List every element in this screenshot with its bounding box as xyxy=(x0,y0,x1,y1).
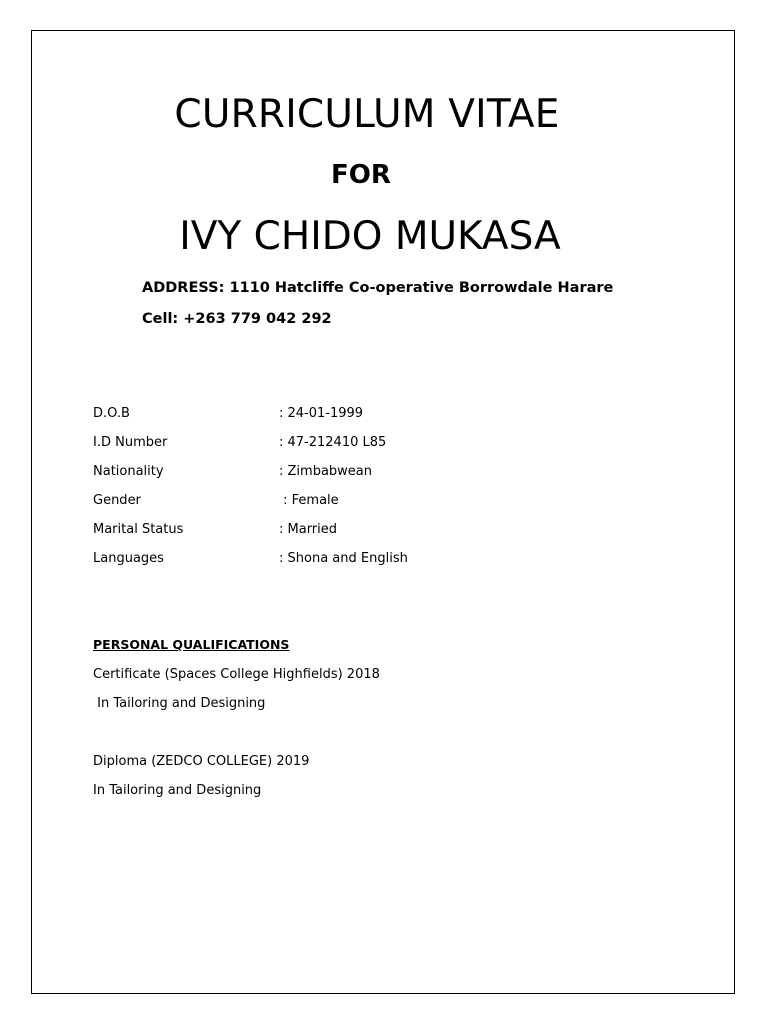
cv-title: CURRICULUM VITAE xyxy=(174,92,560,137)
qualification-certificate: Certificate (Spaces College Highfields) 2018 xyxy=(93,667,380,682)
address-line: ADDRESS: 1110 Hatcliffe Co-operative Borrowdale Harare xyxy=(142,280,614,296)
detail-label-gender: Gender xyxy=(93,493,141,508)
detail-label-languages: Languages xyxy=(93,551,164,566)
detail-value-marital-status: : Married xyxy=(279,522,338,537)
detail-value-dob: : 24-01-1999 xyxy=(279,406,364,421)
qualification-certificate-field: In Tailoring and Designing xyxy=(93,696,266,711)
detail-value-id-number: : 47-212410 L85 xyxy=(279,435,387,450)
detail-label-nationality: Nationality xyxy=(93,464,164,479)
for-label: FOR xyxy=(331,160,391,190)
qualification-diploma-field: In Tailoring and Designing xyxy=(93,783,262,798)
detail-label-marital-status: Marital Status xyxy=(93,522,184,537)
detail-value-languages: : Shona and English xyxy=(279,551,408,566)
detail-label-dob: D.O.B xyxy=(93,406,130,421)
qualification-diploma: Diploma (ZEDCO COLLEGE) 2019 xyxy=(93,754,310,769)
qualifications-heading: PERSONAL QUALIFICATIONS xyxy=(93,637,290,652)
detail-value-gender: : Female xyxy=(279,493,339,508)
candidate-name: IVY CHIDO MUKASA xyxy=(179,214,561,259)
detail-value-nationality: : Zimbabwean xyxy=(279,464,372,479)
cell-line: Cell: +263 779 042 292 xyxy=(142,311,332,327)
detail-label-id-number: I.D Number xyxy=(93,435,168,450)
